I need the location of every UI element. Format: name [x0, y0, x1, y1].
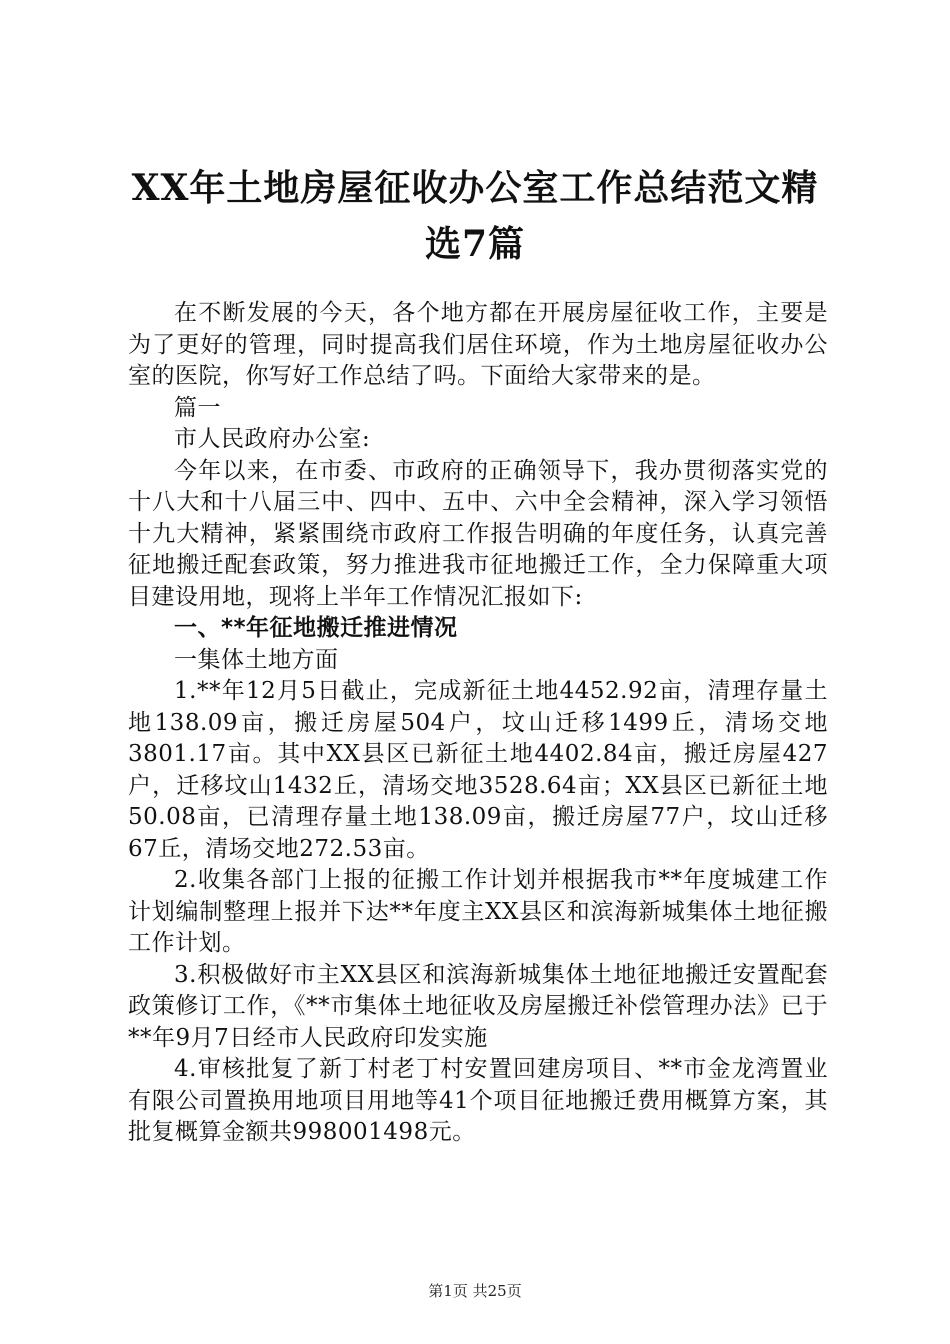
document-title: XX年土地房屋征收办公室工作总结范文精选7篇 — [131, 167, 819, 265]
addressee: 市人民政府办公室: — [174, 426, 371, 452]
page-footer: 第1页 共25页 — [428, 1282, 522, 1300]
subsection-heading: 一集体土地方面 — [174, 646, 339, 673]
section-heading: 一、**年征地搬迁推进情况 — [174, 615, 458, 641]
list-item: 3.积极做好市主XX县区和滨海新城集体土地征地搬迁安置配套政策修订工作，《**市集体土地征收及房屋搬迁补偿管理办法》已于**年9月7日经市人民政府印发实施 — [128, 961, 828, 1051]
list-item: 1.**年12月5日截止，完成新征土地4452.92亩，清理存量土地138.09亩，搬迁房屋504户，坟山迁移1499丘，清场交地3801.17亩。其中XX县区已新征土地4402.84亩，搬迁房屋427户，迁移坟山1432丘，清场交地3528.64亩；XX县区已新征土地50.08亩，已清理存量土地138.09亩，搬迁房屋77户，坟山迁移67丘，清场交地272.53亩。 — [128, 678, 828, 862]
intro-paragraph: 在不断发展的今天，各个地方都在开展房屋征收工作，主要是为了更好的管理，同时提高我们居住环境，作为土地房屋征收办公室的医院，你写好工作总结了吗。下面给大家带来的是。 — [128, 300, 828, 389]
document-body — [128, 298, 828, 1149]
body-paragraph: 今年以来，在市委、市政府的正确领导下，我办贯彻落实党的十八大和十八届三中、四中、五中、六中全会精神，深入学习领悟十九大精神，紧紧围绕市政府工作报告明确的年度任务，认真完善征地搬迁配套政策，努力推进我市征地搬迁工作，全力保障重大项目建设用地，现将上半年工作情况汇报如下: — [128, 457, 828, 610]
list-item: 4.审核批复了新丁村老丁村安置回建房项目、**市金龙湾置业有限公司置换用地项目用地等41个项目征地搬迁费用概算方案，其批复概算金额共998001498元。 — [128, 1056, 828, 1145]
section-label: 篇一 — [174, 394, 221, 421]
list-item: 2.收集各部门上报的征搬工作计划并根据我市**年度城建工作计划编制整理上报并下达**年度主XX县区和滨海新城集体土地征搬工作计划。 — [128, 867, 828, 956]
